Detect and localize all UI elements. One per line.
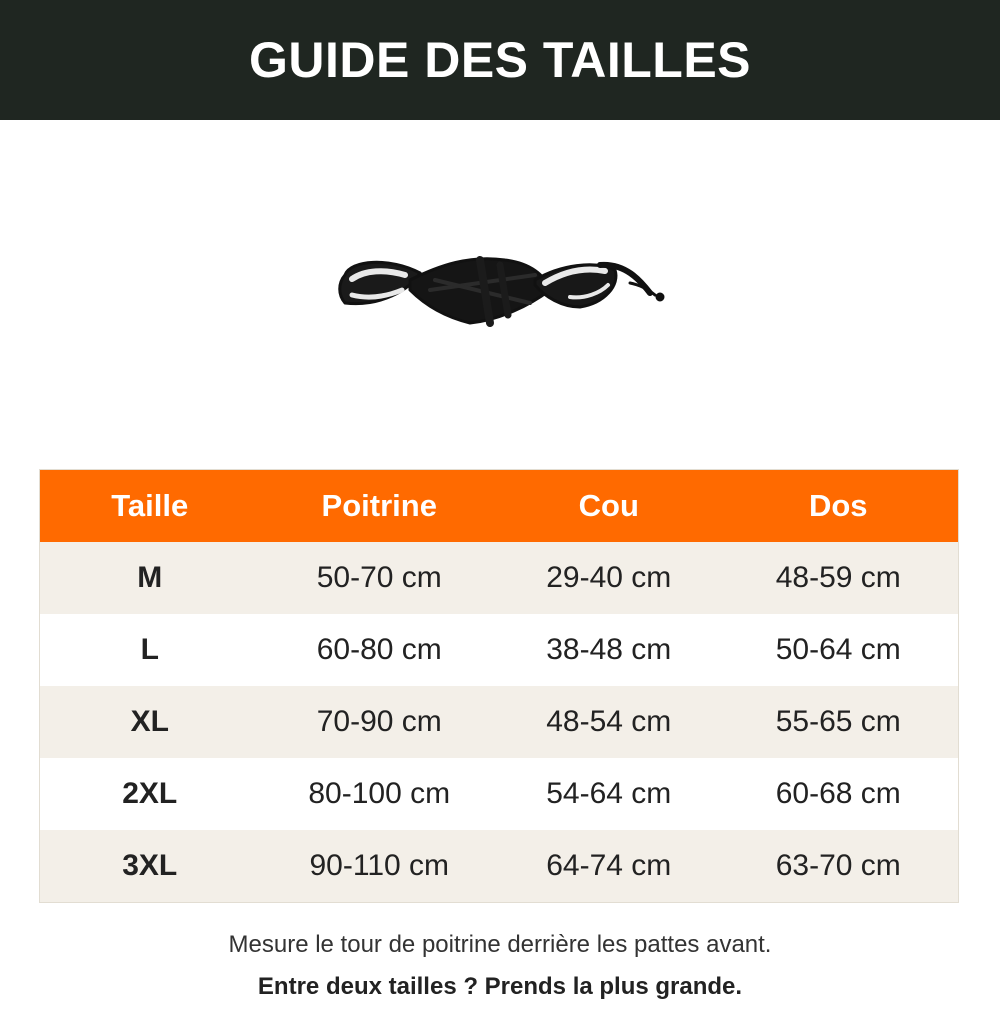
dog-harness-image (330, 235, 675, 345)
back-cell: 50-64 cm (775, 633, 901, 666)
size-cell: XL (130, 705, 169, 738)
column-header-size: Taille (111, 488, 189, 523)
chest-cell: 90-110 cm (309, 849, 450, 882)
table-body (40, 542, 958, 902)
size-table (39, 469, 959, 903)
chest-cell: 70-90 cm (316, 705, 442, 738)
neck-cell: 38-48 cm (546, 633, 672, 666)
table-row (40, 686, 958, 758)
neck-cell: 54-64 cm (546, 777, 672, 810)
neck-cell: 29-40 cm (546, 561, 672, 594)
size-cell: M (137, 561, 163, 594)
column-header-back: Dos (808, 488, 868, 523)
chest-cell: 80-100 cm (308, 777, 451, 810)
footer-notes (0, 925, 1000, 1009)
table-row (40, 542, 958, 614)
size-cell: L (140, 633, 159, 666)
back-cell: 60-68 cm (775, 777, 901, 810)
back-cell: 63-70 cm (775, 849, 901, 882)
back-cell: 55-65 cm (775, 705, 901, 738)
column-header-chest: Poitrine (321, 488, 437, 523)
table-row (40, 758, 958, 830)
table-row (40, 830, 958, 902)
size-cell: 3XL (122, 849, 178, 882)
table-header (40, 470, 958, 542)
table-row (40, 614, 958, 686)
neck-cell: 48-54 cm (546, 705, 672, 738)
page-title: GUIDE DES TAILLES (248, 32, 752, 88)
chest-cell: 60-80 cm (316, 633, 442, 666)
chest-cell: 50-70 cm (316, 561, 442, 594)
size-cell: 2XL (122, 777, 178, 810)
column-header-neck: Cou (578, 488, 639, 523)
header-banner (0, 0, 1000, 120)
neck-cell: 64-74 cm (546, 849, 672, 882)
measurement-note: Mesure le tour de poitrine derrière les pattes avant. (228, 931, 772, 958)
size-tip: Entre deux tailles ? Prends la plus grande. (257, 973, 743, 1000)
back-cell: 48-59 cm (775, 561, 901, 594)
